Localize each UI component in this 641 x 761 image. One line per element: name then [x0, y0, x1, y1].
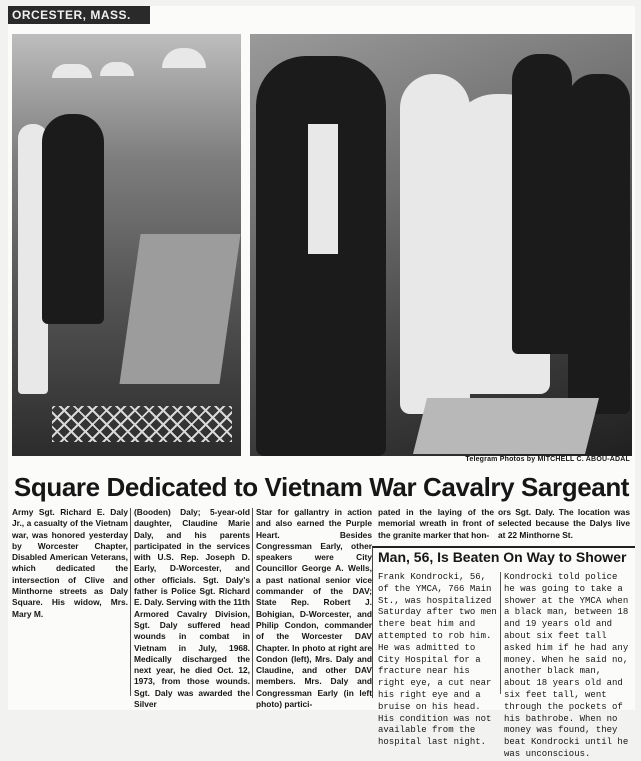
man-figure	[42, 114, 104, 324]
headline: Square Dedicated to Vietnam War Cavalry Sargeant	[13, 472, 630, 502]
granite-marker	[119, 234, 240, 384]
dateline: ORCESTER, MASS.	[8, 6, 150, 24]
article-column: ors Sgt. Daly. The location was selected because the Dalys live at 22 Minthorne St.	[498, 507, 630, 540]
article-column: (Booden) Daly; 5-year-old daughter, Claudine Marie Daly, and his parents participated in the services with U.S. Rep. Joseph D. Early, D-Worcester, and other officials. Sgt. Daly's father is Police Sgt. Richard E. Daly. Serving with the 11th Armored Cavalry Division, Sgt. Daly suffered head wounds in combat in Vietnam in July, 1968. Medically discharged the next year, he died Oct. 12, 1973, from those wounds. Sgt. Daly was awarded the Silver	[134, 507, 250, 710]
sidebar-column: Kondrocki told police he was going to take a shower at the YMCA when a black man, between 18 and 19 years old and about six feet tall asked him if he had any money. When he said no, another black man, about 18 years old and six feet tall, went through the pockets of his bathrobe. When no money was found, they beat Kondrocki until he was unconscious.	[504, 572, 629, 759]
column-rule	[130, 508, 131, 696]
umbrella-shape	[52, 64, 92, 78]
article-column: Army Sgt. Richard E. Daly Jr., a casualty of the Vietnam war, was honored yesterday by Worcester Chapter, Disabled American Veterans, which dedicated the intersection of Clive and Minthorne streets as Daly Square. His widow, Mrs. Mary M.	[12, 507, 128, 619]
fence	[52, 406, 232, 442]
column-rule	[500, 572, 501, 694]
veteran-figure	[568, 74, 630, 414]
umbrella-shape	[162, 48, 206, 68]
photo-left	[12, 34, 241, 456]
photo-right	[250, 34, 632, 456]
column-rule	[252, 508, 253, 696]
commander-shirt	[308, 124, 338, 254]
granite-plaque	[413, 398, 599, 454]
sidebar-column: Frank Kondrocki, 56, of the YMCA, 766 Main St., was hospitalized Saturday after two men there beat him and attempted to rob him. He was admitted to City Hospital for a fracture near his right eye, a cut near his right eye and a bruise on his head. His condition was not available from the hospital last night.	[378, 572, 497, 748]
sidebar-headline: Man, 56, Is Beaten On Way to Shower	[378, 549, 627, 565]
veteran-figure	[512, 54, 572, 354]
umbrella-shape	[100, 62, 134, 76]
newspaper-clipping	[8, 6, 635, 759]
article-column: pated in the laying of the memorial wreath in front of the granite marker that hon-	[378, 507, 494, 540]
commander-figure	[256, 56, 386, 456]
photo-credit: Telegram Photos by MITCHELL C. ABOU-ADAL	[465, 456, 630, 463]
article-column: Star for gallantry in action and also earned the Purple Heart. Besides Congressman Early, other speakers were City Councillor George A. Wells, a past national senior vice commander of the DAV; State Rep. Robert J. Bohigian, D-Worcester, and Philip Condon, commander of the Worcester DAV Chapter. In photo at right are Condon (left), Mrs. Daly and Claudine, and other DAV members. Mrs. Daly and Congressman Early (in left photo) partici-	[256, 507, 372, 710]
